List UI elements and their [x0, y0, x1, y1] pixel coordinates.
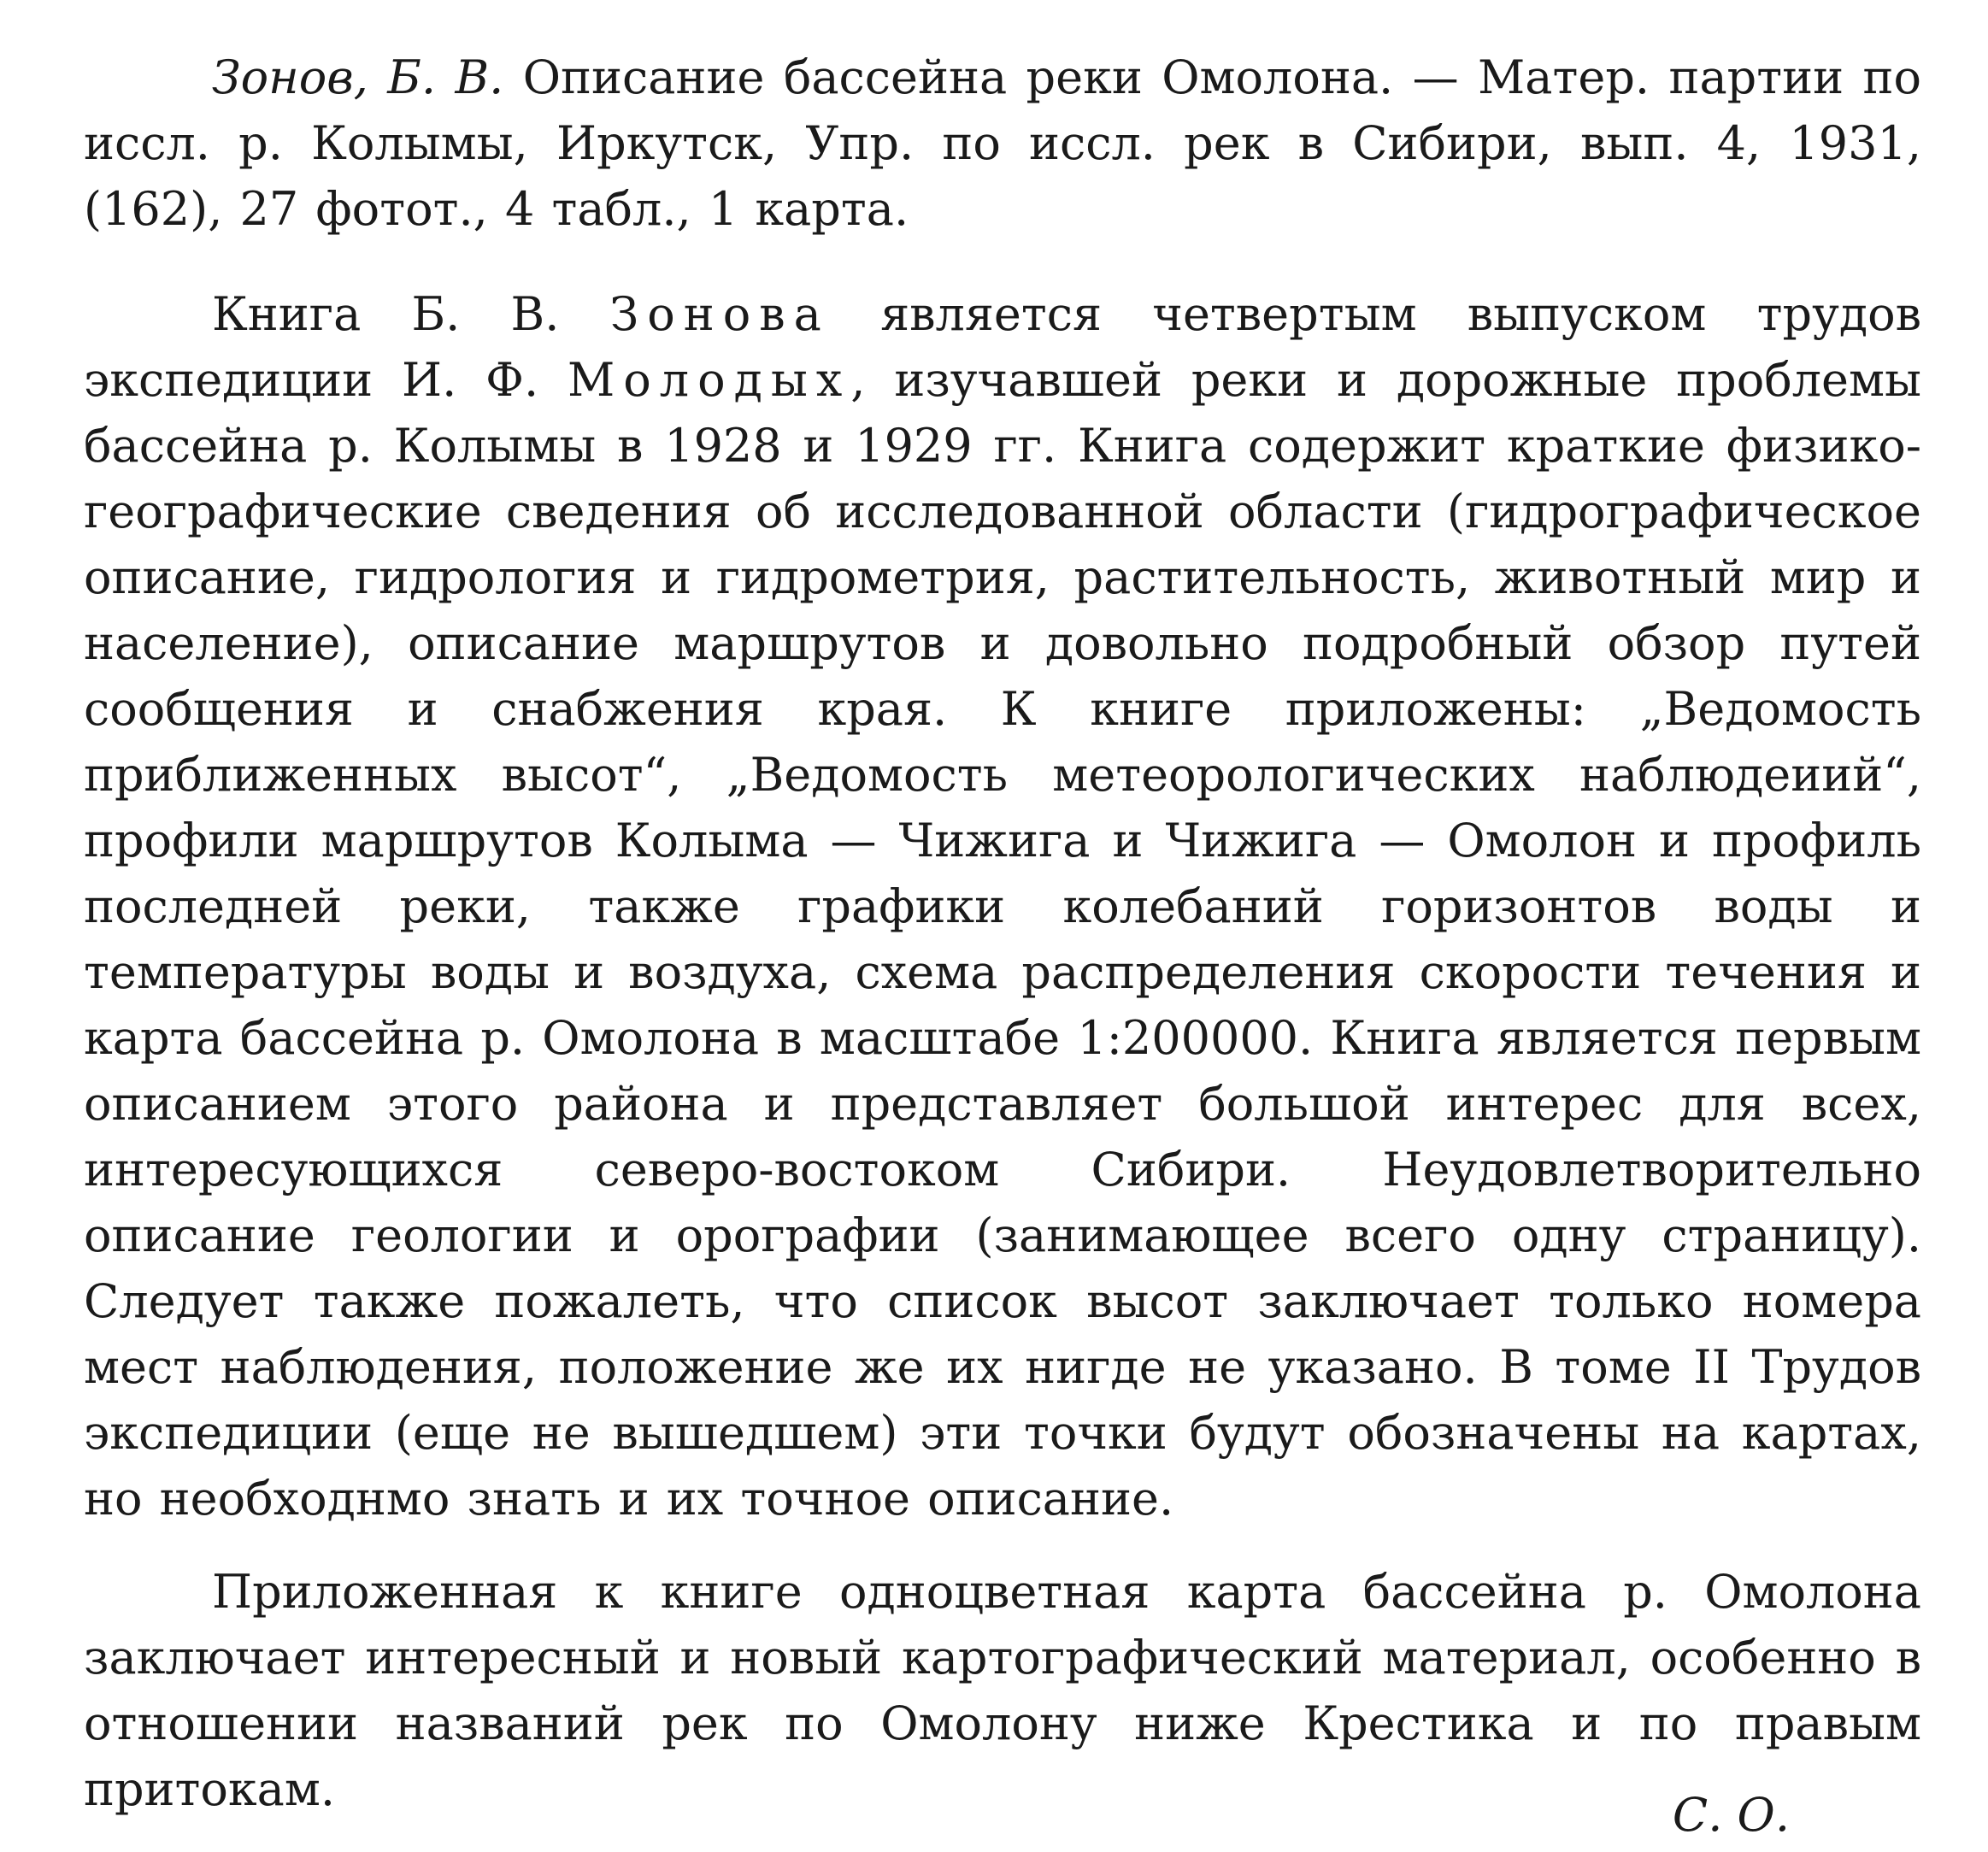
reference-author: Зонов, Б. В. — [212, 50, 504, 104]
map-note-paragraph: Приложенная к книге одноцветная карта бассейна р. Омолона заключает интересный и новый картографический материал, особенно в отношении названий рек по Омолону ниже Крестика и по правым притокам. — [84, 1565, 1921, 1816]
review-body-text: , изучавшей реки и дорожные проблемы бассейна р. Колымы в 1928 и 1929 гг. Книга содержит краткие физико-географические сведения об исследованной области (гидрографическое описание, гидрология и гидрометрия, растительность, животный мир и население), описание маршрутов и довольно подробный обзор путей сообщения и снабжения края. К книге приложены: „Ведомость приближенных высот“, „Ведомость метеорологических наблюдеиий“, профили маршрутов Колыма — Чижига и Чижига — Омолон и профиль последней реки, также графики колебаний горизонтов воды и температуры воды и воздуха, схема распределения скорости течения и карта бассейна р. Омолона в масштабе 1:200000. Книга является первым описанием этого района и представляет большой интерес для всех, интересующихся северо-востоком Сибири. Неудовлетворительно описание геологии и орографии (занимающее всего одну страницу). Следует также пожалеть, что список высот заключает только номера мест наблюдения, положение же их нигде не указано. В томе II Трудов экспедиции (еще не вышедшем) эти точки будут обозначены на картах, но необходнмо знать и их точное описание. — [84, 353, 1921, 1526]
document-page — [84, 44, 1921, 1822]
review-lead: Книга Б. В. — [212, 287, 610, 341]
expedition-leader-name: Молодых — [567, 353, 851, 407]
bibliographic-reference — [84, 44, 1921, 242]
review-text-part: является четвертым выпуском трудов экспедиции И. Ф. — [84, 287, 1922, 407]
review-author-name: Зонова — [609, 287, 830, 341]
reference-details: Описание бассейна реки Омолона. — Матер. партии по иссл. р. Колымы, Иркутск, Упр. по иссл. рек в Сибири, вып. 4, 1931, (162), 27 фотот., 4 табл., 1 карта. — [84, 50, 1921, 236]
review-paragraph — [84, 281, 1921, 1532]
signature-initials: С. О. — [1672, 1788, 1790, 1842]
